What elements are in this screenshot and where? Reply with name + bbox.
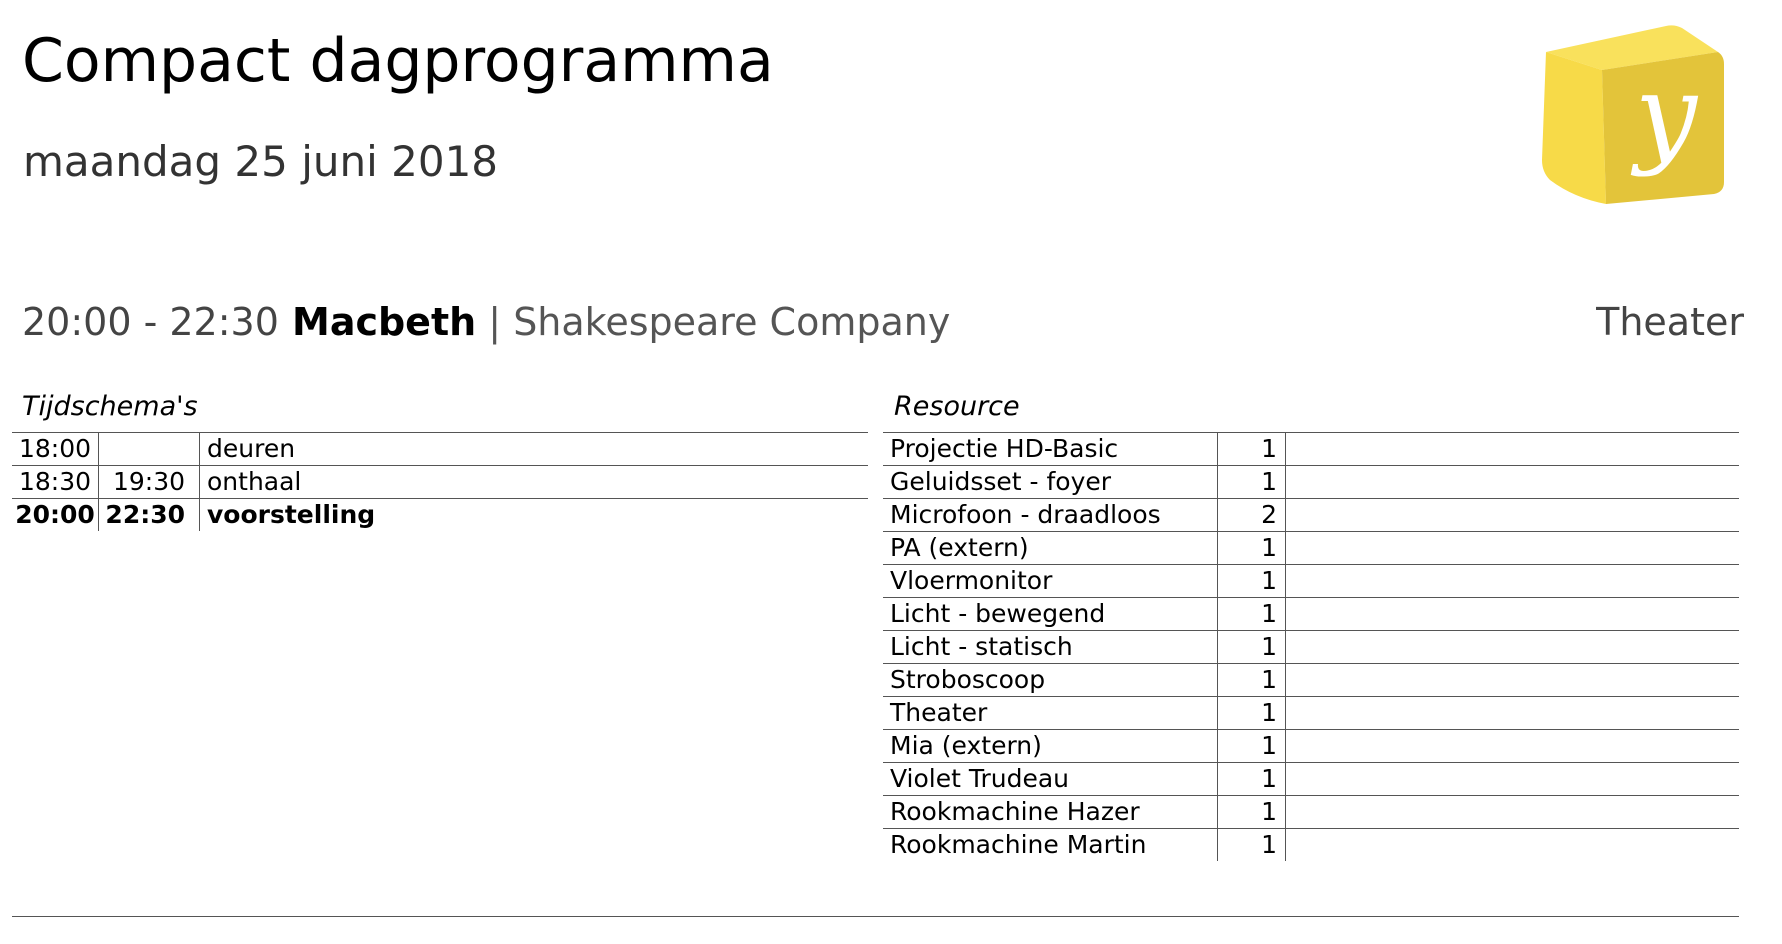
resource-name: Licht - bewegend bbox=[883, 598, 1218, 631]
resource-quantity: 1 bbox=[1218, 466, 1286, 499]
resource-row bbox=[883, 565, 1739, 598]
event-separator: | bbox=[488, 300, 502, 344]
resource-quantity: 1 bbox=[1218, 664, 1286, 697]
resource-row bbox=[883, 532, 1739, 565]
resource-quantity: 1 bbox=[1218, 697, 1286, 730]
resource-note bbox=[1286, 763, 1740, 796]
resource-note bbox=[1286, 466, 1740, 499]
event-row bbox=[22, 296, 1746, 348]
schedule-end-time: 22:30 bbox=[99, 499, 200, 532]
schedule-start-time: 18:00 bbox=[12, 433, 99, 466]
resource-name: Mia (extern) bbox=[883, 730, 1218, 763]
resource-note bbox=[1286, 730, 1740, 763]
resource-table bbox=[883, 432, 1739, 861]
yesplan-cube-logo-icon bbox=[1534, 22, 1724, 208]
resource-note bbox=[1286, 697, 1740, 730]
resource-name: Vloermonitor bbox=[883, 565, 1218, 598]
resource-row bbox=[883, 763, 1739, 796]
resource-name: Geluidsset - foyer bbox=[883, 466, 1218, 499]
resource-row bbox=[883, 796, 1739, 829]
resource-heading: Resource bbox=[894, 391, 1020, 422]
resource-name: Licht - statisch bbox=[883, 631, 1218, 664]
resource-name: Rookmachine Martin bbox=[883, 829, 1218, 862]
resource-note bbox=[1286, 631, 1740, 664]
event-name bbox=[292, 296, 950, 348]
resource-row bbox=[883, 664, 1739, 697]
resource-row bbox=[883, 631, 1739, 664]
resource-row bbox=[883, 598, 1739, 631]
resource-quantity: 1 bbox=[1218, 631, 1286, 664]
resource-name: Microfoon - draadloos bbox=[883, 499, 1218, 532]
event-organizer: Shakespeare Company bbox=[513, 300, 951, 344]
schedule-row bbox=[12, 466, 868, 499]
resource-quantity: 1 bbox=[1218, 532, 1286, 565]
event-title: Macbeth bbox=[292, 300, 477, 344]
resource-note bbox=[1286, 433, 1740, 466]
resource-name: Theater bbox=[883, 697, 1218, 730]
resource-row bbox=[883, 466, 1739, 499]
schedule-label: onthaal bbox=[200, 466, 869, 499]
resource-row bbox=[883, 433, 1739, 466]
resource-note bbox=[1286, 565, 1740, 598]
resource-quantity: 1 bbox=[1218, 565, 1286, 598]
schedule-label: deuren bbox=[200, 433, 869, 466]
resource-name: Rookmachine Hazer bbox=[883, 796, 1218, 829]
resource-name: Projectie HD-Basic bbox=[883, 433, 1218, 466]
resource-name: Violet Trudeau bbox=[883, 763, 1218, 796]
resource-note bbox=[1286, 664, 1740, 697]
resource-name: PA (extern) bbox=[883, 532, 1218, 565]
resource-note bbox=[1286, 532, 1740, 565]
resource-row bbox=[883, 499, 1739, 532]
resource-note bbox=[1286, 796, 1740, 829]
resource-note bbox=[1286, 499, 1740, 532]
schedule-end-time bbox=[99, 433, 200, 466]
resource-row bbox=[883, 829, 1739, 862]
resource-note bbox=[1286, 598, 1740, 631]
resource-quantity: 1 bbox=[1218, 730, 1286, 763]
resource-note bbox=[1286, 829, 1740, 862]
resource-quantity: 1 bbox=[1218, 796, 1286, 829]
resource-quantity: 1 bbox=[1218, 433, 1286, 466]
schedule-start-time: 18:30 bbox=[12, 466, 99, 499]
resource-quantity: 1 bbox=[1218, 598, 1286, 631]
resource-row bbox=[883, 730, 1739, 763]
event-time: 20:00 - 22:30 bbox=[22, 300, 279, 344]
schedule-label: voorstelling bbox=[200, 499, 869, 532]
schedule-start-time: 20:00 bbox=[12, 499, 99, 532]
resource-quantity: 1 bbox=[1218, 763, 1286, 796]
footer-divider bbox=[12, 916, 1739, 917]
resource-quantity: 1 bbox=[1218, 829, 1286, 862]
resource-row bbox=[883, 697, 1739, 730]
resource-name: Stroboscoop bbox=[883, 664, 1218, 697]
schedule-row bbox=[12, 433, 868, 466]
schedule-heading: Tijdschema's bbox=[22, 391, 198, 422]
logo-letter: y bbox=[1634, 50, 1698, 178]
schedule-row bbox=[12, 499, 868, 532]
page-title: Compact dagprogramma bbox=[22, 26, 774, 96]
event-location: Theater bbox=[1596, 300, 1744, 344]
page-date: maandag 25 juni 2018 bbox=[23, 137, 499, 186]
schedule-table bbox=[12, 432, 868, 531]
resource-quantity: 2 bbox=[1218, 499, 1286, 532]
schedule-end-time: 19:30 bbox=[99, 466, 200, 499]
